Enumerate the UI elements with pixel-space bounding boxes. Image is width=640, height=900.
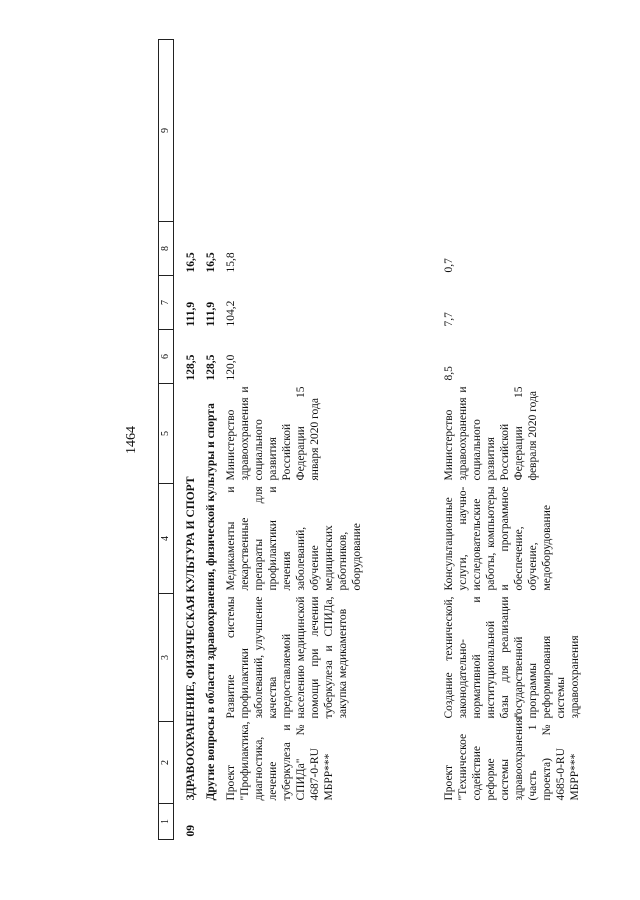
- project-name: Проект "Профилактика, диагностика, лечение туберкулеза и СПИДа" № 4687-0-RU МБРР***: [225, 721, 336, 801]
- column-header-3: 3: [159, 594, 174, 722]
- row-col8: 0,7: [443, 258, 456, 273]
- data-table: [158, 39, 582, 840]
- column-number-row: [159, 40, 174, 840]
- project-items: Консультационные услуги, научно-исследовательские работы, компьютеры и программное обеспечение, обучение, медоборудование: [443, 486, 554, 591]
- column-header-8: 8: [159, 222, 174, 276]
- row-col6: 8,5: [443, 366, 456, 381]
- project-name: Проект "Техническое содействие реформе системы здравоохранения" (часть 1 проекта) № 4685-0-RU МБРР***: [443, 712, 582, 801]
- column-header-1: 1: [159, 804, 174, 840]
- project-agency: Министерство здравоохранения и социального развития Российской Федерации 15 января 2020 года: [225, 386, 322, 481]
- column-header-7: 7: [159, 276, 174, 330]
- section-row: [174, 40, 203, 840]
- table-row: [222, 40, 394, 840]
- subsection-col8: 16,5: [205, 252, 218, 273]
- rotated-sheet: [120, 40, 640, 840]
- subsection-row: [202, 40, 222, 840]
- section-col6: 128,5: [185, 354, 197, 381]
- row-col6: 120,0: [225, 354, 238, 381]
- project-goal: Развитие системы профилактики заболеваний, улучшение качества предоставляемой населению медицинской помощи при лечении туберкулеза и СПИДа, закупка медикаментов: [225, 596, 350, 719]
- page-number: 1464: [124, 426, 139, 454]
- subsection-title: Другие вопросы в области здравоохранения, физической культуры и спорта: [205, 403, 218, 801]
- project-agency: Министерство здравоохранения и социального развития Российской Федерации 15 февраля 2020 года: [443, 386, 540, 481]
- section-title: ЗДРАВООХРАНЕНИЕ, ФИЗИЧЕСКАЯ КУЛЬТУРА И СПОРТ: [185, 476, 197, 801]
- row-col7: 7,7: [443, 312, 456, 327]
- column-header-9: 9: [159, 40, 174, 222]
- table-row: [394, 40, 582, 840]
- row-col8: 15,8: [225, 252, 238, 273]
- project-items: Медикаменты и лекарственные препараты для профилактики и лечения заболеваний, обучение медицинских работников, оборудование: [225, 486, 364, 591]
- subsection-col7: 111,9: [205, 301, 218, 327]
- column-header-5: 5: [159, 384, 174, 484]
- project-goal: Создание технической, законодательно-нормативной и институциональной базы для реализации государственной программы реформирования системы здравоохранения: [443, 596, 582, 719]
- section-col8: 16,5: [185, 252, 197, 273]
- section-col7: 111,9: [185, 301, 197, 327]
- column-header-2: 2: [159, 722, 174, 804]
- subsection-col6: 128,5: [205, 354, 218, 381]
- row-col7: 104,2: [225, 300, 238, 327]
- section-code: 09: [185, 825, 197, 837]
- column-header-4: 4: [159, 484, 174, 594]
- column-header-6: 6: [159, 330, 174, 384]
